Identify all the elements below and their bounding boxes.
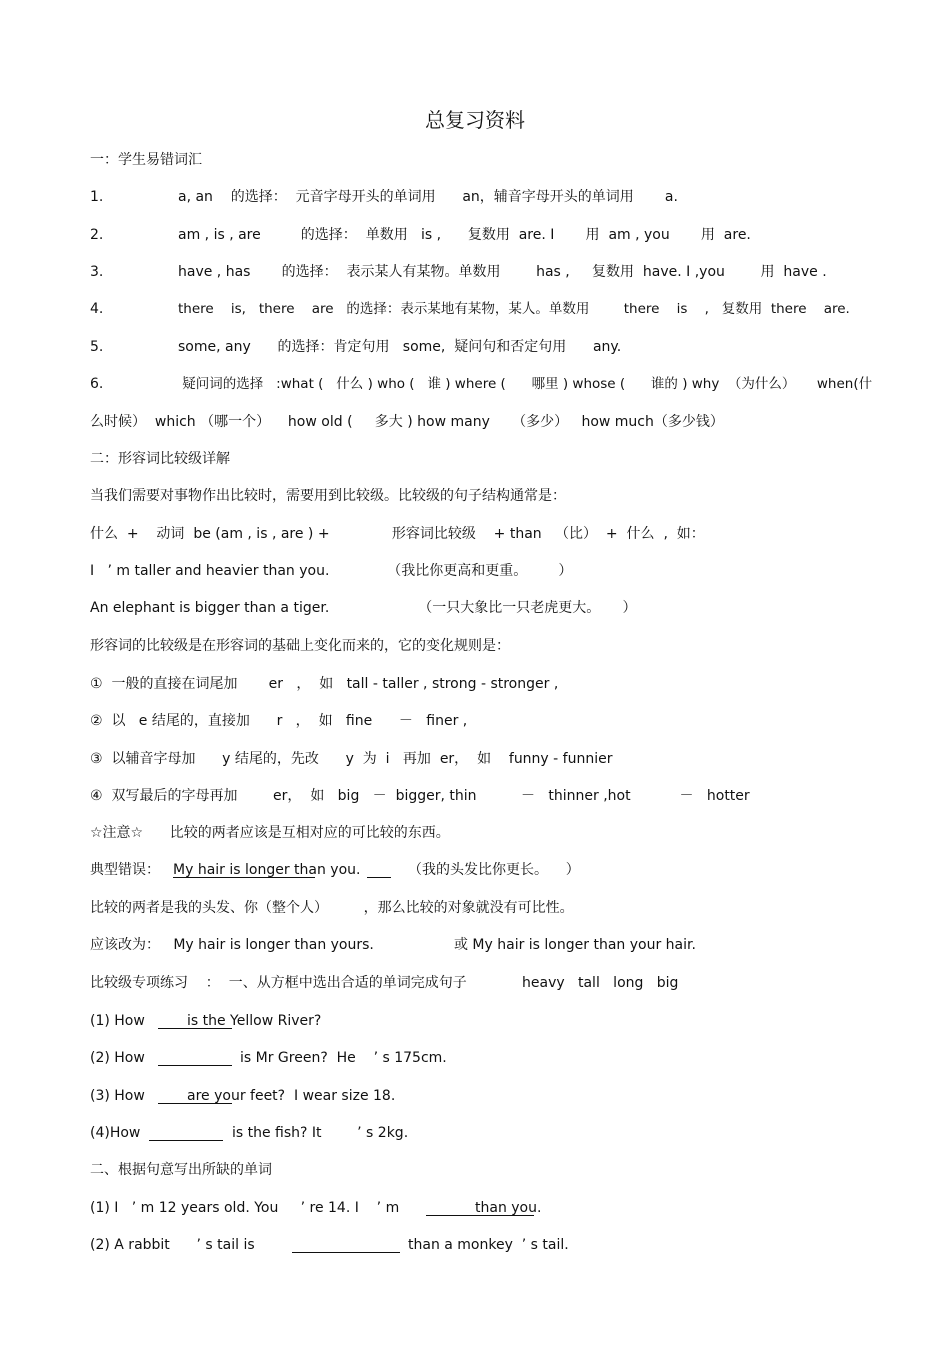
correction: 应该改为： My hair is longer than yours. 或 My hair is longer than your hair. (90, 937, 696, 953)
exercise-continuation: than a monkey ’ s tail. (408, 1237, 569, 1253)
item-content: there is, there are 的选择：表示某地有某物，某人。单数用 there is , 复数用 there are. (178, 301, 850, 317)
item-continuation: 么时候） which （哪一个） how old ( 多大 ) how many （多少） how much（多少钱） (90, 414, 724, 430)
item-content: have , has 的选择： 表示某人有某物。单数用 has , 复数用 have. I ,you 用 have . (178, 264, 827, 280)
item-number: 2. (90, 227, 104, 243)
exercise-prompt: (2) A rabbit ’ s tail is (90, 1237, 255, 1253)
item-number: 4. (90, 301, 104, 317)
exercise2-heading: 二、根据句意写出所缺的单词 (90, 1162, 272, 1178)
answer-blank (367, 863, 391, 878)
typical-error-translation: （我的头发比你更长。 ） (408, 862, 580, 878)
explanation: 比较的两者是我的头发、你（整个人） ，那么比较的对象就没有可比性。 (90, 900, 574, 916)
underline-mark (173, 863, 315, 878)
typical-error-label: 典型错误： (90, 862, 160, 878)
exercise-prompt: (4)How (90, 1125, 141, 1141)
section-heading-vocabulary: 一：学生易错词汇 (90, 152, 202, 168)
exercise-prompt: (1) How (90, 1013, 145, 1029)
exercise-continuation: is the Yellow River? (187, 1013, 322, 1029)
exercise-continuation: is Mr Green? He ’ s 175cm. (240, 1050, 447, 1066)
exercise-prompt: (3) How (90, 1088, 145, 1104)
section-heading-comparatives: 二：形容词比较级详解 (90, 451, 230, 467)
note: ☆注意☆ 比较的两者应该是互相对应的可比较的东西。 (90, 825, 450, 841)
item-content: am , is , are 的选择： 单数用 is , 复数用 are. I 用 am , you 用 are. (178, 227, 751, 243)
item-number: 5. (90, 339, 104, 355)
exercise-continuation: is the fish? It ’ s 2kg. (232, 1125, 409, 1141)
item-content: a, an 的选择： 元音字母开头的单词用 an，辅音字母开头的单词用 a. (178, 189, 678, 205)
rule-item: ③ 以辅音字母加 y 结尾的，先改 y 为 i 再加 er， 如 funny - funnier (90, 751, 613, 767)
typical-error-sentence: My hair is longer than you. (173, 862, 361, 878)
structure-formula: 什么 + 动词 be (am , is , are ) + 形容词比较级 + than （比） + 什么 , 如： (90, 526, 705, 542)
exercise-heading: 比较级专项练习 ： 一、从方框中选出合适的单词完成句子 (90, 975, 467, 991)
rule-item: ④ 双写最后的字母再加 er， 如 big － bigger, thin － thinner ,hot － hotter (90, 788, 750, 804)
exercise-prompt: (2) How (90, 1050, 145, 1066)
word-box: heavy tall long big (522, 975, 679, 991)
exercise-item (90, 1236, 790, 1326)
exercise-prompt: (1) I ’ m 12 years old. You ’ re 14. I ’ m (90, 1200, 400, 1216)
answer-blank[interactable] (149, 1126, 223, 1141)
rule-item: ② 以 e 结尾的，直接加 r ， 如 fine － finer , (90, 713, 468, 729)
list-item (90, 375, 873, 447)
document-title: 总复习资料 (425, 108, 525, 132)
example-sentence: An elephant is bigger than a tiger. （一只大象比一只老虎更大。 ） (90, 600, 637, 616)
typical-error (90, 861, 790, 987)
item-number: 1. (90, 189, 104, 205)
answer-blank[interactable] (158, 1051, 232, 1066)
exercise-continuation: are your feet? I wear size 18. (187, 1088, 396, 1104)
item-content: some, any 的选择：肯定句用 some, 疑问句和否定句用 any. (178, 339, 622, 355)
item-content: 疑问词的选择 :what ( 什么 ) who ( 谁 ) where ( 哪里 ) whose ( 谁的 ) why （为什么） when(什 (178, 376, 873, 392)
rule-item: ① 一般的直接在词尾加 er ， 如 tall - taller , strong - stronger , (90, 676, 559, 692)
example-sentence: I ’ m taller and heavier than you. （我比你更高和更重。 ） (90, 563, 573, 579)
item-number: 6. (90, 376, 104, 392)
intro-paragraph: 当我们需要对事物作出比较时，需要用到比较级。比较级的句子结构通常是： (90, 488, 566, 504)
exercise-continuation: than you. (475, 1200, 542, 1216)
rules-intro: 形容词的比较级是在形容词的基础上变化而来的，它的变化规则是： (90, 638, 510, 654)
answer-blank[interactable] (292, 1238, 400, 1253)
item-number: 3. (90, 264, 104, 280)
